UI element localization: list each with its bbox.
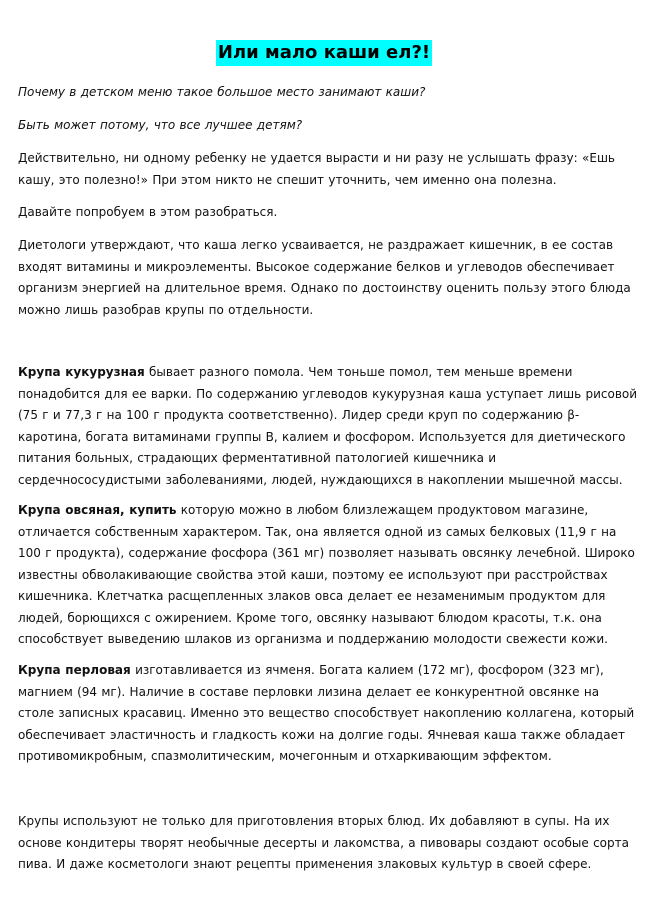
intro-paragraph-3: Диетологи утверждают, что каша легко усваивается, не раздражает кишечник, в ее состав входят витамины и микроэлементы. Высокое содержание белков и углеводов обеспечивает организм энергией на длительное время. Однако по достоинству оценить пользу этого блюда можно лишь разобрав крупы по отдельности. <box>18 238 631 317</box>
page-title: Или мало каши ел?! <box>216 40 432 66</box>
section-barley <box>18 660 638 768</box>
section-oat <box>18 500 638 651</box>
title-wrap <box>0 40 648 66</box>
section-barley-text: изготавливается из ячменя. Богата калием (172 мг), фосфором (323 мг), магнием (94 мг). Наличие в составе перловки лизина делает ее конкурентной овсянке на столе записных красавиц. Именно это вещество способствует накоплению коллагена, который обеспечивает эластичность и гладкость кожи на долгие годы. Ячневая каша также обладает противомикробным, спазмолитическим, мочегонным и отхаркивающим эффектом. <box>18 663 635 763</box>
section-oat-lead: Крупа овсяная, купить <box>18 503 177 517</box>
intro-paragraph-1: Действительно, ни одному ребенку не удается вырасти и ни разу не услышать фразу: «Ешь кашу, это полезно!» При этом никто не спешит уточнить, чем именно она полезна. <box>18 151 615 187</box>
closing-paragraph: Крупы используют не только для приготовления вторых блюд. Их добавляют в супы. На их основе кондитеры творят необычные десерты и лакомства, а пивовары создают особые сорта пива. И даже косметологи знают рецепты применения злаковых культур в своей сфере. <box>18 814 629 871</box>
intro-question-2: Быть может потому, что все лучшее детям? <box>18 118 303 132</box>
section-oat-text: которую можно в любом близлежащем продуктовом магазине, отличается собственным характером. Так, она является одной из самых белковых (11,9 г на 100 г продукта), содержание фосфора (361 мг) позволяет называть овсянку лечебной. Широко известны обволакивающие свойства этой каши, поэтому ее используют при расстройствах кишечника. Клетчатка расщепленных злаков овса делает ее незаменимым продуктом для людей, борющихся с ожирением. Кроме того, овсянку называют блюдом красоты, т.к. она способствует выведению шлаков из организма и поддержанию молодости свежести кожи. <box>18 503 635 646</box>
intro-paragraph-2: Давайте попробуем в этом разобраться. <box>18 205 278 219</box>
intro-question-1: Почему в детском меню такое большое место занимают каши? <box>18 85 426 99</box>
section-corn-lead: Крупа кукурузная <box>18 365 145 379</box>
section-corn-text: бывает разного помола. Чем тоньше помол, тем меньше времени понадобится для ее варки. По содержанию углеводов кукурузная каша уступает лишь рисовой (75 г и 77,3 г на 100 г продукта соответственно). Лидер среди круп по содержанию β-каротина, богата витаминами группы В, калием и фосфором. Используется для диетического питания больных, страдающих ферментативной патологией кишечника и сердечнососудистыми заболеваниями, людей, нуждающихся в накоплении мышечной массы. <box>18 365 638 487</box>
section-corn <box>18 362 638 491</box>
section-barley-lead: Крупа перловая <box>18 663 131 677</box>
